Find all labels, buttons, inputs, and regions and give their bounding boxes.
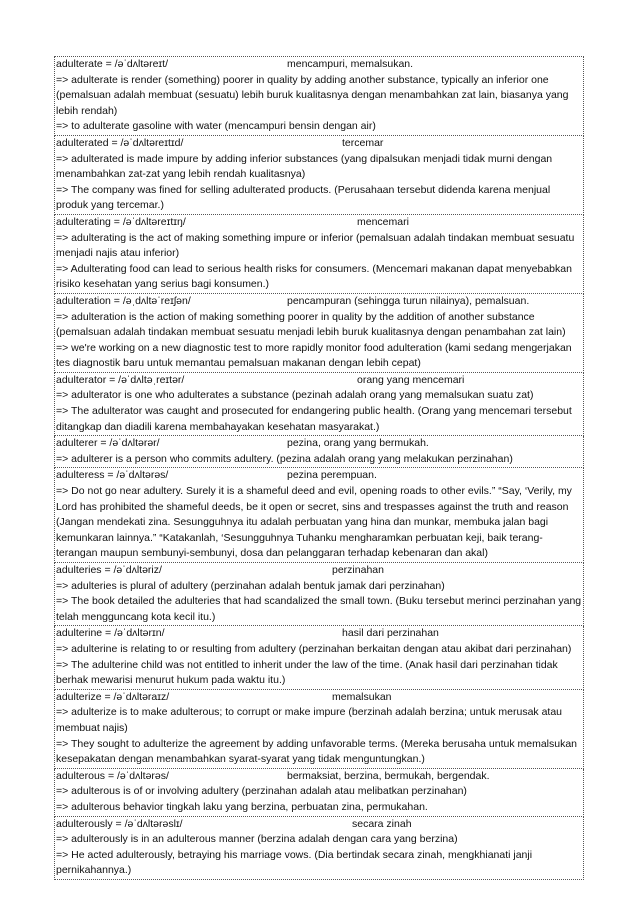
definition-line: => The adulterator was caught and prosecuted for endangering public health. (Orang yang mencemari tersebut ditangkap dan diadili karena membahayakan kesehatan masyarakat.) — [56, 405, 572, 433]
definition-line: => The book detailed the adulteries that had scandalized the small town. (Buku tersebut merinci perzinahan yang telah mengguncang kota kecil itu.) — [56, 595, 582, 623]
entry-header — [56, 626, 582, 642]
definition-line: => adulterine is relating to or resulting from adultery (perzinahan berkaitan dengan atau akibat dari perzinahan) — [56, 642, 572, 655]
definition-line: => to adulterate gasoline with water (mencampuri bensin dengan air) — [56, 120, 376, 133]
headword-pronunciation: adulterate = /əˈdʌltəreɪt/ — [56, 58, 169, 70]
headword-pronunciation: adulterize = /əˈdʌltəraɪz/ — [56, 690, 170, 703]
entry-header — [56, 373, 582, 389]
dictionary-entry — [54, 136, 584, 215]
headword-pronunciation: adulterated = /əˈdʌltəreɪtɪd/ — [56, 136, 184, 149]
headword-pronunciation: adulterator = /əˈdʌltəˌreɪtər/ — [56, 373, 185, 386]
headword-pronunciation: adulteries = /əˈdʌltəriz/ — [56, 564, 162, 576]
headword-meaning: pezina perempuan. — [287, 469, 377, 482]
entry-header — [56, 468, 582, 484]
headword-meaning: perzinahan — [332, 564, 384, 576]
dictionary-entry — [54, 563, 584, 626]
definition-line: => They sought to adulterize the agreement by adding unfavorable terms. (Mereka berusaha untuk memalsukan kesepakatan dengan menambahkan syarat-syarat yang tidak menguntungkan.) — [56, 737, 578, 766]
definition-line: => adulterous behavior tingkah laku yang berzina, perbuatan zina, permukahan. — [56, 800, 428, 813]
entry-header — [56, 690, 582, 706]
dictionary-entry — [54, 294, 584, 373]
entry-header — [56, 769, 582, 785]
dictionary-entry — [54, 56, 584, 136]
headword-meaning: secara zinah — [352, 817, 412, 830]
definition-line: => adulteries is plural of adultery (perzinahan adalah bentuk jamak dari perzinahan) — [56, 579, 445, 592]
dictionary-entry — [54, 436, 584, 468]
entry-header — [56, 215, 582, 231]
definition-line: => Do not go near adultery. Surely it is a shameful deed and evil, opening roads to other evils.” “Say, ‘Verily, my Lord has prohibited the shameful deeds, be it open or secret, sins and trespasses against the truth and reason (Jangan mendekati zina. Sesungguhnya itu adalah perbuatan yang hina dan munkar, membuka jalan bagi kemunkaran lainnya.” “Katakanlah, ‘Sesungguhnya Tuhanku mengharamkan perbuatan keji, baik terang-terangan maupun sembunyi-sembunyi, dosa dan pelanggaran terhadap kebenaran dan akal) — [56, 485, 572, 560]
dictionary-entry — [54, 626, 584, 689]
definition-line: => adulterating is the act of making something impure or inferior (pemalsuan adalah tindakan membuat sesuatu menjadi najis atau inferior) — [56, 231, 575, 260]
definition-line: => adulterously is in an adulterous manner (berzina adalah dengan cara yang berzina) — [56, 833, 458, 846]
definition-line: => Adulterating food can lead to serious health risks for consumers. (Mencemari makanan dapat menyebabkan risiko kesehatan yang serius bagi konsumen.) — [56, 262, 572, 291]
headword-meaning: pezina, orang yang bermukah. — [287, 437, 429, 450]
definition-line: => adulterous is of or involving adultery (perzinahan adalah atau melibatkan perzinahan) — [56, 785, 467, 798]
definition-line: => adulterer is a person who commits adultery. (pezina adalah orang yang melakukan perzinahan) — [56, 452, 513, 465]
headword-pronunciation: adulterating = /əˈdʌltəreɪtɪŋ/ — [56, 215, 186, 228]
dictionary-entry — [54, 817, 584, 880]
entry-header — [56, 136, 582, 152]
headword-pronunciation: adulterously = /əˈdʌltərəslɪ/ — [56, 817, 183, 830]
headword-meaning: memalsukan — [332, 690, 392, 703]
headword-pronunciation: adulterous = /əˈdʌltərəs/ — [56, 769, 169, 782]
entry-header — [56, 57, 582, 73]
headword-meaning: tercemar — [342, 136, 384, 149]
definition-line: => The adulterine child was not entitled to inherit under the law of the time. (Anak hasil dari perzinahan tidak berhak mewarisi menurut hukum pada waktu itu.) — [56, 658, 558, 687]
dictionary-entry — [54, 215, 584, 294]
definition-line: => The company was fined for selling adulterated products. (Perusahaan tersebut didenda karena menjual produk yang tercemar.) — [56, 183, 551, 212]
headword-meaning: pencampuran (sehingga turun nilainya), pemalsuan. — [287, 294, 530, 307]
headword-meaning: mencampuri, memalsukan. — [287, 58, 414, 70]
dictionary-page — [54, 56, 584, 880]
entry-header — [56, 436, 582, 452]
definition-line: => adulterate is render (something) poorer in quality by adding another substance, typically an inferior one (pemalsuan adalah membuat (sesuatu) lebih buruk kualitasnya dengan menambahkan zat lain, biasanya yang lebih rendah) — [56, 73, 569, 117]
dictionary-entry — [54, 690, 584, 769]
headword-meaning: hasil dari perzinahan — [342, 627, 439, 640]
definition-line: => adulterator is one who adulterates a substance (pezinah adalah orang yang memalsukan suatu zat) — [56, 389, 534, 402]
definition-line: => we're working on a new diagnostic test to more rapidly monitor food adulteration (kami sedang mengerjakan tes diagnostik baru untuk memantau pemalsuan makanan dengan lebih cepat) — [56, 341, 572, 370]
dictionary-entry — [54, 769, 584, 817]
headword-pronunciation: adulterer = /əˈdʌltərər/ — [56, 437, 160, 450]
entry-header — [56, 817, 582, 833]
definition-line: => adulterated is made impure by adding inferior substances (yang dipalsukan menjadi tidak murni dengan menambahkan zat-zat yang lebih rendah kualitasnya) — [56, 152, 553, 181]
headword-meaning: bermaksiat, berzina, bermukah, bergendak. — [287, 769, 490, 782]
dictionary-entry — [54, 468, 584, 563]
definition-line: => adulterize is to make adulterous; to corrupt or make impure (berzinah adalah berzina; untuk merusak atau membuat najis) — [56, 706, 563, 734]
entry-header — [56, 294, 582, 310]
headword-meaning: orang yang mencemari — [357, 373, 465, 386]
dictionary-entry — [54, 373, 584, 436]
headword-pronunciation: adulteration = /əˌdʌltəˈreɪʃən/ — [56, 294, 191, 307]
entry-header — [56, 563, 582, 579]
headword-meaning: mencemari — [357, 215, 409, 228]
headword-pronunciation: adulteress = /əˈdʌltərəs/ — [56, 469, 169, 482]
definition-line: => He acted adulterously, betraying his marriage vows. (Dia bertindak secara zinah, mengkhianati janji pernikahannya.) — [56, 848, 533, 877]
headword-pronunciation: adulterine = /əˈdʌltərɪn/ — [56, 627, 165, 640]
definition-line: => adulteration is the action of making something poorer in quality by the addition of another substance (pemalsuan adalah tindakan membuat sesuatu menjadi lebih buruk kualitasnya dengan penambahan zat lain) — [56, 310, 566, 339]
